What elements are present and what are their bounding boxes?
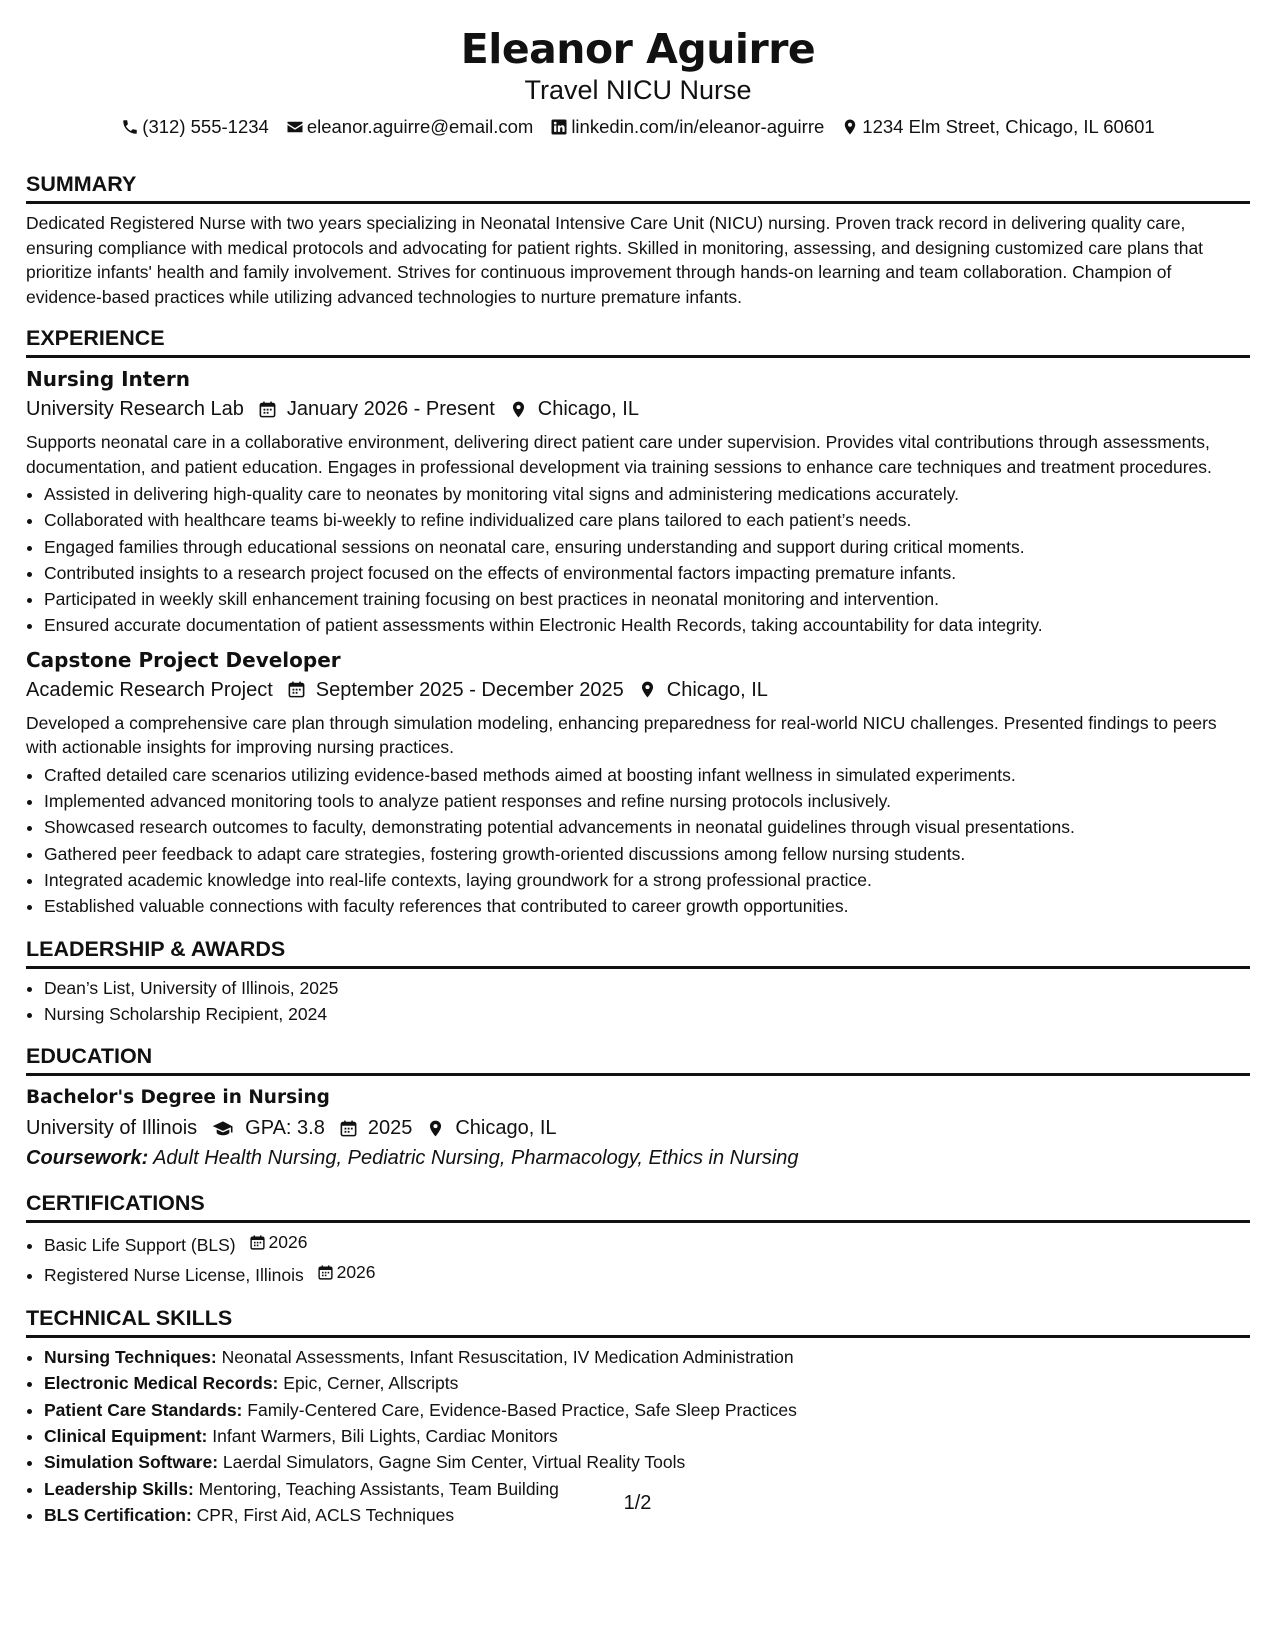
experience-heading: EXPERIENCE bbox=[26, 325, 1250, 358]
job-entry bbox=[26, 366, 1250, 639]
awards-heading: LEADERSHIP & AWARDS bbox=[26, 936, 1250, 969]
education-heading: EDUCATION bbox=[26, 1043, 1250, 1076]
contact-address bbox=[841, 115, 1154, 139]
job-bullets bbox=[26, 481, 1250, 639]
map-pin-icon bbox=[841, 118, 859, 136]
candidate-name: Eleanor Aguirre bbox=[460, 25, 816, 73]
list-item: • Assisted in delivering high-quality care to neonates by monitoring vital signs and administering medications accurately. bbox=[44, 481, 1250, 507]
job-location: Chicago, IL bbox=[537, 398, 639, 420]
job-title: Capstone Project Developer bbox=[26, 647, 341, 672]
cert-year: 2026 bbox=[336, 1262, 376, 1283]
list-item: • Dean’s List, University of Illinois, 2025 bbox=[44, 975, 1250, 1001]
resume-header bbox=[26, 24, 1250, 139]
list-item bbox=[44, 1449, 1250, 1475]
job-description: Supports neonatal care in a collaborative environment, delivering direct patient care under supervision. Provides vital contributions through assessments, documentation, and patient education. Engages in professional development via training sessions to enhance care techniques and treatment procedures. bbox=[26, 432, 1212, 477]
address-text: 1234 Elm Street, Chicago, IL 60601 bbox=[862, 116, 1155, 137]
job-meta bbox=[26, 395, 1250, 423]
gpa-text: GPA: 3.8 bbox=[245, 1117, 325, 1140]
experience-section bbox=[26, 325, 1250, 920]
contact-email[interactable] bbox=[286, 115, 534, 139]
page-number: 1/2 bbox=[623, 1492, 652, 1514]
resume-page bbox=[26, 0, 1250, 1528]
map-pin-icon bbox=[509, 400, 528, 419]
job-bullets bbox=[26, 762, 1250, 920]
list-item: • Established valuable connections with faculty references that contributed to career growth opportunities. bbox=[44, 893, 1250, 919]
list-item: • Gathered peer feedback to adapt care strategies, fostering growth-oriented discussions among fellow nursing students. bbox=[44, 841, 1250, 867]
cert-year: 2026 bbox=[268, 1232, 308, 1253]
cert-date bbox=[249, 1229, 308, 1256]
skill-label: Clinical Equipment: bbox=[44, 1426, 208, 1447]
list-item: • Engaged families through educational sessions on neonatal care, ensuring understanding and support during critical moments. bbox=[44, 534, 1250, 560]
calendar-icon bbox=[258, 400, 277, 419]
list-item bbox=[44, 1370, 1250, 1396]
job-location: Chicago, IL bbox=[666, 678, 768, 701]
list-item bbox=[44, 1229, 1250, 1259]
linkedin-icon bbox=[550, 118, 568, 136]
job-dates: January 2026 - Present bbox=[286, 398, 495, 420]
awards-section bbox=[26, 936, 1250, 1028]
skill-label: Patient Care Standards: bbox=[44, 1399, 243, 1420]
graduation-cap-icon bbox=[211, 1119, 235, 1138]
list-item: • Showcased research outcomes to faculty, demonstrating potential advancements in neonatal guidelines through visual presentations. bbox=[44, 814, 1250, 840]
list-item bbox=[44, 1259, 1250, 1289]
skill-value: Infant Warmers, Bili Lights, Cardiac Monitors bbox=[212, 1426, 558, 1447]
education-section bbox=[26, 1043, 1250, 1172]
list-item: • Nursing Scholarship Recipient, 2024 bbox=[44, 1001, 1250, 1027]
skill-value: Epic, Cerner, Allscripts bbox=[283, 1373, 459, 1394]
graduation-year: 2025 bbox=[367, 1117, 413, 1140]
list-item: • Participated in weekly skill enhancement training focusing on best practices in neonatal monitoring and intervention. bbox=[44, 586, 1250, 612]
linkedin-text[interactable]: linkedin.com/in/eleanor-aguirre bbox=[571, 116, 825, 137]
degree-title: Bachelor's Degree in Nursing bbox=[26, 1087, 330, 1109]
map-pin-icon bbox=[638, 680, 657, 699]
job-org: Academic Research Project bbox=[26, 678, 273, 701]
summary-text: Dedicated Registered Nurse with two years specializing in Neonatal Intensive Care Unit (NICU) nursing. Proven track record in delivering quality care, ensuring compliance with medical protocols and advocating for patient rights. Skilled in monitoring, assessing, and designing customized care plans that prioritize infants' health and family involvement. Strives for continuous improvement through hands-on learning and team collaboration. Champion of evidence-based practices while utilizing advanced technologies to nurture premature infants. bbox=[26, 213, 1204, 307]
cert-name: Registered Nurse License, Illinois bbox=[44, 1265, 304, 1286]
list-item bbox=[44, 1397, 1250, 1423]
calendar-icon bbox=[287, 680, 306, 699]
list-item: • Ensured accurate documentation of patient assessments within Electronic Health Records, taking accountability for data integrity. bbox=[44, 612, 1250, 638]
contact-linkedin[interactable] bbox=[550, 115, 824, 139]
phone-text: (312) 555-1234 bbox=[142, 116, 269, 137]
skill-value: Neonatal Assessments, Infant Resuscitation, IV Medication Administration bbox=[221, 1347, 794, 1368]
certifications-section bbox=[26, 1190, 1250, 1289]
school-name: University of Illinois bbox=[26, 1117, 198, 1140]
job-dates: September 2025 - December 2025 bbox=[315, 678, 624, 701]
cert-date bbox=[317, 1259, 376, 1286]
skill-label: Nursing Techniques: bbox=[44, 1347, 217, 1368]
list-item: • Contributed insights to a research project focused on the effects of environmental factors impacting premature infants. bbox=[44, 560, 1250, 586]
email-text[interactable]: eleanor.aguirre@email.com bbox=[306, 116, 534, 137]
school-location: Chicago, IL bbox=[455, 1117, 557, 1140]
cert-name: Basic Life Support (BLS) bbox=[44, 1235, 236, 1256]
calendar-icon bbox=[249, 1234, 266, 1251]
list-item: • Integrated academic knowledge into real-life contexts, laying groundwork for a strong professional practice. bbox=[44, 867, 1250, 893]
skill-value: CPR, First Aid, ACLS Techniques bbox=[196, 1504, 455, 1525]
certifications-list bbox=[26, 1229, 1250, 1289]
certifications-heading: CERTIFICATIONS bbox=[26, 1190, 1250, 1223]
phone-icon bbox=[121, 118, 139, 136]
list-item bbox=[44, 1344, 1250, 1370]
summary-heading: SUMMARY bbox=[26, 171, 1250, 204]
skill-label: Electronic Medical Records: bbox=[44, 1373, 279, 1394]
education-meta bbox=[26, 1114, 1250, 1142]
awards-list bbox=[26, 975, 1250, 1028]
contact-phone bbox=[121, 115, 269, 139]
skill-value: Laerdal Simulators, Gagne Sim Center, Virtual Reality Tools bbox=[222, 1452, 686, 1473]
coursework bbox=[26, 1144, 1250, 1172]
job-description: Developed a comprehensive care plan through simulation modeling, enhancing preparedness for real-world NICU challenges. Presented findings to peers with actionable insights for improving nursing practices. bbox=[26, 712, 1217, 758]
list-item: • Implemented advanced monitoring tools to analyze patient responses and refine nursing protocols inclusively. bbox=[44, 788, 1250, 814]
list-item: • Collaborated with healthcare teams bi-weekly to refine individualized care plans tailored to each patient’s needs. bbox=[44, 507, 1250, 533]
list-item bbox=[44, 1423, 1250, 1449]
skill-label: Leadership Skills: bbox=[44, 1478, 194, 1499]
skill-value: Mentoring, Teaching Assistants, Team Building bbox=[198, 1478, 559, 1499]
job-org: University Research Lab bbox=[26, 398, 244, 420]
coursework-text: Adult Health Nursing, Pediatric Nursing, Pharmacology, Ethics in Nursing bbox=[153, 1147, 799, 1170]
skill-label: BLS Certification: bbox=[44, 1504, 192, 1525]
calendar-icon bbox=[339, 1119, 358, 1138]
skill-label: Simulation Software: bbox=[44, 1452, 219, 1473]
envelope-icon bbox=[286, 118, 304, 136]
coursework-label: Coursework: bbox=[26, 1147, 149, 1170]
contact-bar bbox=[26, 115, 1250, 139]
candidate-role: Travel NICU Nurse bbox=[524, 75, 752, 105]
job-title: Nursing Intern bbox=[26, 367, 191, 391]
calendar-icon bbox=[317, 1264, 334, 1281]
map-pin-icon bbox=[426, 1119, 445, 1138]
skills-heading: TECHNICAL SKILLS bbox=[26, 1305, 1250, 1338]
list-item: • Crafted detailed care scenarios utilizing evidence-based methods aimed at boosting infant wellness in simulated experiments. bbox=[44, 762, 1250, 788]
job-meta bbox=[26, 676, 1250, 704]
skill-value: Family-Centered Care, Evidence-Based Practice, Safe Sleep Practices bbox=[247, 1399, 797, 1420]
job-entry bbox=[26, 647, 1250, 920]
summary-section bbox=[26, 171, 1250, 309]
